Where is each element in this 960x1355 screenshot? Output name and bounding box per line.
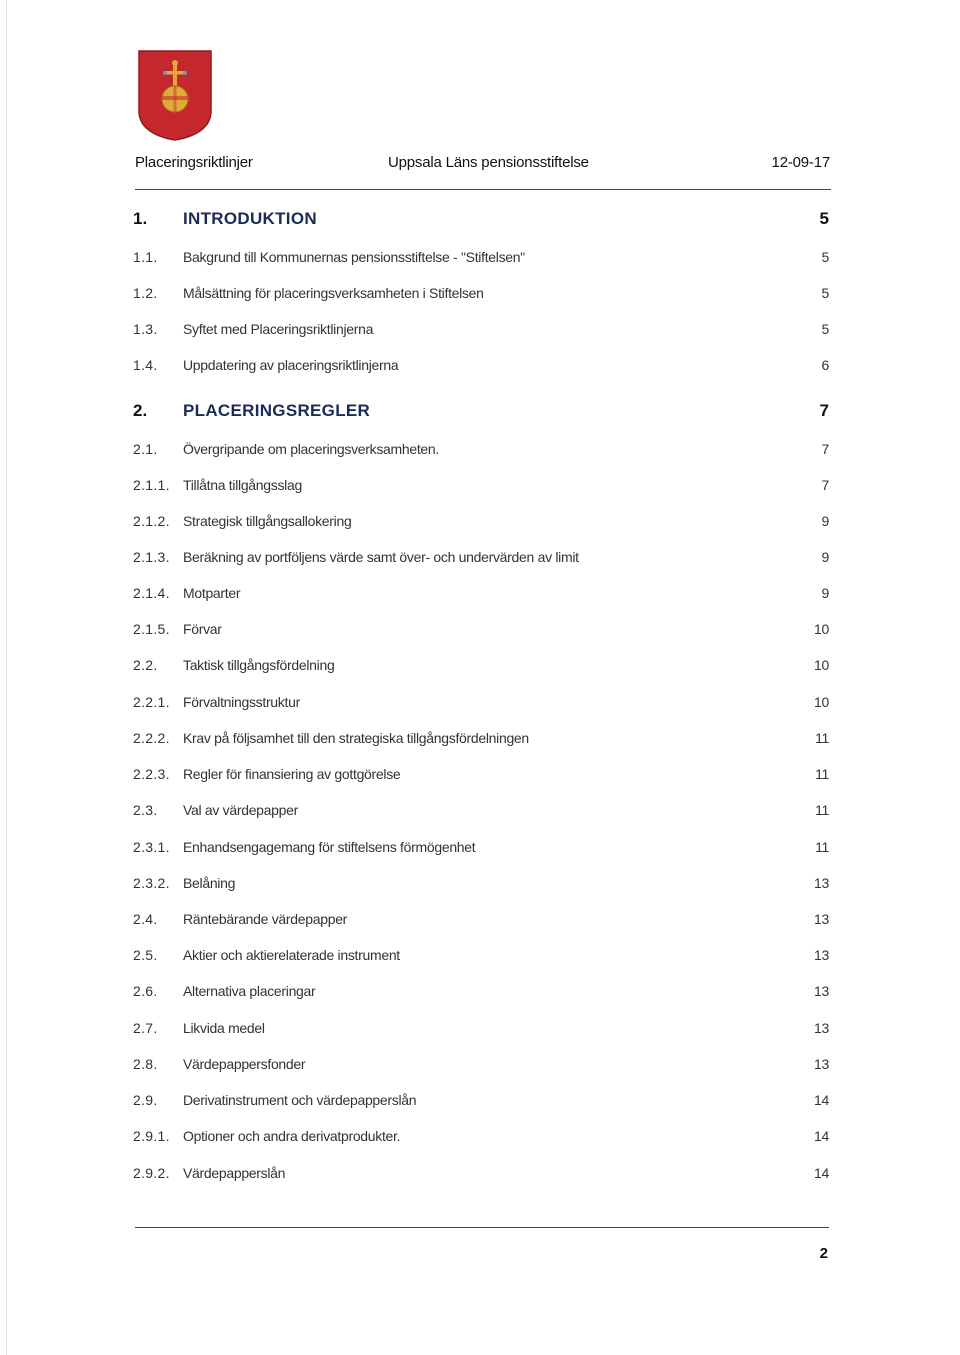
coat-of-arms-icon bbox=[137, 49, 213, 141]
toc-entry-page: 7 bbox=[821, 477, 829, 493]
toc-entry-title: Krav på följsamhet till den strategiska tillgångsfördelningen bbox=[183, 730, 529, 746]
toc-entry-title: Syftet med Placeringsriktlinjerna bbox=[183, 321, 374, 337]
toc-entry-page: 13 bbox=[814, 875, 829, 891]
toc-entry-row[interactable] bbox=[133, 1092, 829, 1114]
toc-entry-title: INTRODUKTION bbox=[183, 209, 317, 228]
toc-entry-number: 2.3.2. bbox=[133, 875, 170, 891]
toc-entry-number: 2.1.5. bbox=[133, 621, 170, 637]
toc-entry-title: Enhandsengagemang för stiftelsens förmögenhet bbox=[183, 839, 476, 855]
toc-entry-page: 6 bbox=[821, 357, 829, 373]
toc-entry-page: 5 bbox=[819, 209, 829, 228]
toc-entry-row[interactable] bbox=[133, 249, 829, 271]
toc-entry-title: Förvar bbox=[183, 621, 222, 637]
toc-entry-page: 13 bbox=[814, 947, 829, 963]
toc-entry-row[interactable] bbox=[133, 285, 829, 307]
page-header bbox=[135, 154, 830, 174]
toc-entry-title: Derivatinstrument och värdepapperslån bbox=[183, 1092, 417, 1108]
toc-entry-row[interactable] bbox=[133, 911, 829, 933]
toc-entry-number: 2.1. bbox=[133, 441, 158, 457]
footer-divider bbox=[135, 1227, 829, 1228]
toc-entry-row[interactable] bbox=[133, 1165, 829, 1187]
toc-entry-row[interactable] bbox=[133, 1128, 829, 1150]
toc-entry-page: 9 bbox=[821, 513, 829, 529]
toc-entry-title: Värdepapperslån bbox=[183, 1165, 286, 1181]
toc-entry-title: Förvaltningsstruktur bbox=[183, 694, 300, 710]
toc-entry-number: 2.9. bbox=[133, 1092, 158, 1108]
toc-entry-row[interactable] bbox=[133, 839, 829, 861]
toc-entry-number: 2.7. bbox=[133, 1020, 158, 1036]
toc-entry-page: 5 bbox=[821, 249, 829, 265]
toc-entry-row[interactable] bbox=[133, 513, 829, 535]
toc-entry-number: 2.2.1. bbox=[133, 694, 170, 710]
toc-entry-row[interactable] bbox=[133, 1056, 829, 1078]
toc-entry-title: Räntebärande värdepapper bbox=[183, 911, 348, 927]
toc-entry-title: Värdepappersfonder bbox=[183, 1056, 306, 1072]
footer-page-number: 2 bbox=[819, 1245, 828, 1262]
toc-entry-page: 13 bbox=[814, 1056, 829, 1072]
toc-entry-title: Belåning bbox=[183, 875, 236, 891]
toc-entry-page: 13 bbox=[814, 911, 829, 927]
toc-entry-page: 9 bbox=[821, 549, 829, 565]
toc-entry-number: 1.4. bbox=[133, 357, 158, 373]
toc-entry-page: 11 bbox=[815, 766, 829, 782]
toc-entry-title: Beräkning av portföljens värde samt över- och undervärden av limit bbox=[183, 549, 579, 565]
toc-entry-number: 2.9.1. bbox=[133, 1128, 170, 1144]
toc-entry-row[interactable] bbox=[133, 321, 829, 343]
toc-entry-row[interactable] bbox=[133, 730, 829, 752]
toc-entry-number: 2.4. bbox=[133, 911, 158, 927]
toc-entry-number: 1.1. bbox=[133, 249, 158, 265]
toc-entry-row[interactable] bbox=[133, 549, 829, 571]
toc-entry-title: Likvida medel bbox=[183, 1020, 265, 1036]
toc-entry-page: 5 bbox=[821, 321, 829, 337]
toc-entry-number: 1.2. bbox=[133, 285, 158, 301]
toc-entry-number: 2.2. bbox=[133, 657, 158, 673]
toc-entry-row[interactable] bbox=[133, 947, 829, 969]
toc-entry-row[interactable] bbox=[133, 477, 829, 499]
toc-entry-page: 13 bbox=[814, 1020, 829, 1036]
scan-edge-line bbox=[6, 0, 7, 1355]
toc-entry-row[interactable] bbox=[133, 657, 829, 679]
toc-entry-title: Motparter bbox=[183, 585, 241, 601]
toc-entry-title: Målsättning för placeringsverksamheten i Stiftelsen bbox=[183, 285, 484, 301]
toc-entry-page: 14 bbox=[814, 1128, 829, 1144]
toc-entry-row[interactable] bbox=[133, 441, 829, 463]
toc-entry-row[interactable] bbox=[133, 766, 829, 788]
toc-entry-number: 2.1.1. bbox=[133, 477, 170, 493]
toc-entry-number: 2.2.2. bbox=[133, 730, 170, 746]
toc-entry-page: 7 bbox=[821, 441, 829, 457]
toc-entry-row[interactable] bbox=[133, 1020, 829, 1042]
toc-entry-page: 11 bbox=[815, 802, 829, 818]
toc-entry-page: 10 bbox=[814, 657, 829, 673]
toc-entry-title: Taktisk tillgångsfördelning bbox=[183, 657, 335, 673]
toc-entry-page: 5 bbox=[821, 285, 829, 301]
toc-entry-row[interactable] bbox=[133, 621, 829, 643]
toc-entry-title: Val av värdepapper bbox=[183, 802, 298, 818]
toc-entry-title: Övergripande om placeringsverksamheten. bbox=[183, 441, 439, 457]
toc-entry-title: Regler för finansiering av gottgörelse bbox=[183, 766, 401, 782]
toc-entry-number: 1. bbox=[133, 209, 148, 228]
toc-entry-number: 2.1.3. bbox=[133, 549, 170, 565]
toc-entry-number: 2.5. bbox=[133, 947, 158, 963]
toc-entry-number: 2.8. bbox=[133, 1056, 158, 1072]
toc-entry-number: 2.9.2. bbox=[133, 1165, 170, 1181]
toc-entry-number: 2. bbox=[133, 401, 148, 420]
toc-entry-row[interactable] bbox=[133, 694, 829, 716]
toc-entry-number: 2.1.2. bbox=[133, 513, 170, 529]
header-divider bbox=[135, 189, 831, 190]
toc-section-row[interactable] bbox=[133, 209, 829, 231]
toc-entry-title: Aktier och aktierelaterade instrument bbox=[183, 947, 400, 963]
toc-entry-page: 14 bbox=[814, 1092, 829, 1108]
toc-entry-row[interactable] bbox=[133, 875, 829, 897]
toc-entry-page: 10 bbox=[814, 694, 829, 710]
toc-entry-title: Optioner och andra derivatprodukter. bbox=[183, 1128, 401, 1144]
toc-entry-page: 14 bbox=[814, 1165, 829, 1181]
toc-entry-title: Uppdatering av placeringsriktlinjerna bbox=[183, 357, 399, 373]
header-organization: Uppsala Läns pensionsstiftelse bbox=[388, 154, 589, 171]
toc-entry-number: 2.1.4. bbox=[133, 585, 170, 601]
header-date: 12-09-17 bbox=[771, 154, 830, 171]
toc-entry-page: 7 bbox=[819, 401, 829, 420]
toc-entry-row[interactable] bbox=[133, 585, 829, 607]
toc-section-row[interactable] bbox=[133, 401, 829, 423]
toc-entry-page: 11 bbox=[815, 839, 829, 855]
toc-entry-title: PLACERINGSREGLER bbox=[183, 401, 371, 420]
toc-entry-number: 2.3. bbox=[133, 802, 158, 818]
toc-entry-page: 9 bbox=[821, 585, 829, 601]
toc-entry-number: 1.3. bbox=[133, 321, 158, 337]
toc-entry-page: 11 bbox=[815, 730, 829, 746]
toc-entry-number: 2.3.1. bbox=[133, 839, 170, 855]
toc-entry-row[interactable] bbox=[133, 802, 829, 824]
toc-entry-number: 2.2.3. bbox=[133, 766, 170, 782]
toc-entry-title: Strategisk tillgångsallokering bbox=[183, 513, 352, 529]
toc-entry-row[interactable] bbox=[133, 983, 829, 1005]
toc-entry-title: Tillåtna tillgångsslag bbox=[183, 477, 302, 493]
toc-entry-row[interactable] bbox=[133, 357, 829, 379]
header-document-title: Placeringsriktlinjer bbox=[135, 154, 253, 171]
toc-entry-page: 13 bbox=[814, 983, 829, 999]
toc-entry-title: Alternativa placeringar bbox=[183, 983, 316, 999]
toc-entry-page: 10 bbox=[814, 621, 829, 637]
toc-entry-title: Bakgrund till Kommunernas pensionsstiftelse - "Stiftelsen" bbox=[183, 249, 525, 265]
toc-entry-number: 2.6. bbox=[133, 983, 158, 999]
